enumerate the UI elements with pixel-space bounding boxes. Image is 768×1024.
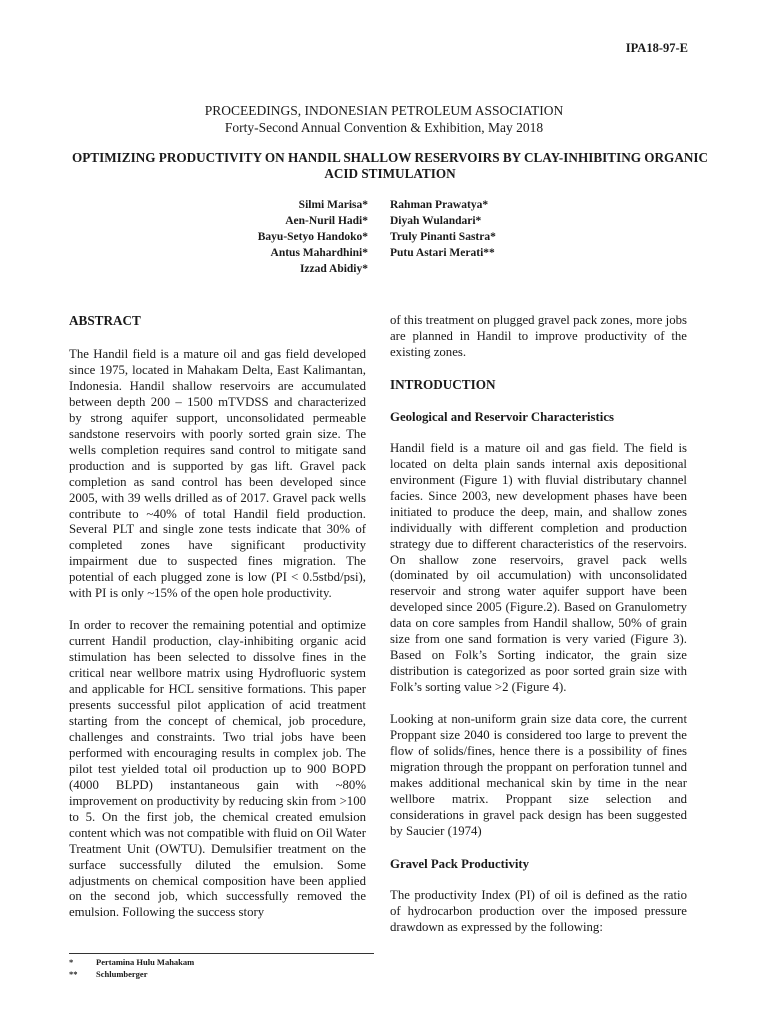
abstract-paragraph-2: In order to recover the remaining potential and optimize current Handil production, clay-inhibiting organic acid stimulation has been selected to dissolve fines in the critical near wellbore matrix using Hydrofluoric system and applicable for HCL sensitive formations. This paper presents successful pilot application of acid treatment starting from the concept of chemical, job procedure, challenges and constraints. Two trial jobs have been performed with encouraging results in complex job. The pilot test yielded total oil production up to 900 BOPD (4000 BLPD) instantaneous gain with ~80% improvement on productivity by reducing skin from >100 to 5. On the first job, the chemical created emulsion content which was not compatible with fluid on Oil Water Treatment Unit (OWTU). Demulsifier treatment on the surface successfully diluted the emulsion. Some adjustments on chemical composition have been applied on the second job, which successfully removed the emulsion. Following the success story xyxy=(69,618,366,920)
author: Truly Pinanti Sastra* xyxy=(390,231,496,243)
paper-title: OPTIMIZING PRODUCTIVITY ON HANDIL SHALLOW RESERVOIRS BY CLAY-INHIBITING ORGANIC ACID STIMULATION xyxy=(71,150,709,181)
footnote-text: Pertamina Hulu Mahakam xyxy=(96,957,195,967)
footnote-mark: ** xyxy=(69,969,78,979)
author: Bayu-Setyo Handoko* xyxy=(257,231,368,243)
right-column xyxy=(390,313,687,936)
author: Silmi Marisa* xyxy=(298,199,368,211)
author: Putu Astari Merati** xyxy=(390,247,495,259)
introduction-paragraph-3: The productivity Index (PI) of oil is defined as the ratio of hydrocarbon production over the imposed pressure drawdown as expressed by the following: xyxy=(390,887,687,934)
introduction-paragraph-1: Handil field is a mature oil and gas field. The field is located on delta plain sands internal axis depositional environment (Figure 1) with fluvial distributary channel facies. Since 2003, new development phases have been initiated to produce the deep, main, and shallow zones individually with different completion and production strategy due to different characteristics of the reservoirs. On shallow zone reservoirs, gravel pack wells (dominated by oil accumulation) with unconsolidated reservoir and strong water aquifer support have been developed since 2005 (Figure.2). Based on Granulometry data on core samples from Handil shallow, 50% of grain size from one sand formation is very varied (Figure 3). Based on Folk’s Sorting indicator, the grain size distribution is categorized as poor sorted grain size with Folk’s sorting value >2 (Figure 4). xyxy=(390,440,687,695)
author: Izzad Abidiy* xyxy=(299,263,368,275)
proceedings-title: PROCEEDINGS, INDONESIAN PETROLEUM ASSOCIATION xyxy=(204,103,564,118)
introduction-paragraph-2: Looking at non-uniform grain size data core, the current Proppant size 2040 is considered too large to prevent the flow of solids/fines, hence there is a possibility of fines migration through the proppant on perforation tunnel and makes additional mechanical skin by time in the near wellbore matrix. Proppant size selection and considerations in gravel pack design has been suggested by Saucier (1974) xyxy=(390,712,687,838)
abstract-heading: ABSTRACT xyxy=(69,313,141,328)
introduction-heading: INTRODUCTION xyxy=(390,376,496,392)
abstract-paragraph-2-continued: of this treatment on plugged gravel pack zones, more jobs are planned in Handil to improve productivity of the existing zones. xyxy=(390,313,687,359)
left-column xyxy=(69,313,366,921)
footnote-mark: * xyxy=(69,957,74,967)
proceedings-subtitle: Forty-Second Annual Convention & Exhibition, May 2018 xyxy=(224,120,544,135)
authors-left-column xyxy=(258,197,368,277)
author: Rahman Prawatya* xyxy=(390,199,489,211)
subheading-gravel-pack: Gravel Pack Productivity xyxy=(390,856,530,871)
footnote xyxy=(69,968,194,980)
paper-code: IPA18-97-E xyxy=(625,41,688,55)
abstract-paragraph-1: The Handil field is a mature oil and gas field developed since 1975, located in Mahakam Delta, East Kalimantan, Indonesia. Handil shallow reservoirs are accumulated between depth 200 – 1500 mTVDSS and characterized by strong aquifer support, unconsolidated permeable sandstone reservoirs with poorly sorted grain size. The wells completion requires sand control to mitigate sand production and is supported by gas lift. Gravel pack completion as sand control has been developed since 2005, with 39 wells drilled as of 2017. Gravel pack wells contribute to ~40% of total Handil field production. Several PLT and single zone tests indicate that 30% of completed zones have significant productivity impairment due to suspected fines migration. The potential of each plugged zone is low (PI < 0.5stbd/psi), with PI is only ~15% of the open hole productivity. xyxy=(69,347,366,601)
footnote-text: Schlumberger xyxy=(96,969,148,979)
footnotes xyxy=(69,956,194,980)
footnote-divider xyxy=(69,953,374,954)
subheading-geological: Geological and Reservoir Characteristics xyxy=(390,409,615,424)
author: Antus Mahardhini* xyxy=(270,247,368,259)
authors-right-column xyxy=(390,197,496,261)
footnote xyxy=(69,956,194,968)
author: Diyah Wulandari* xyxy=(390,215,482,227)
author: Aen-Nuril Hadi* xyxy=(285,215,368,227)
